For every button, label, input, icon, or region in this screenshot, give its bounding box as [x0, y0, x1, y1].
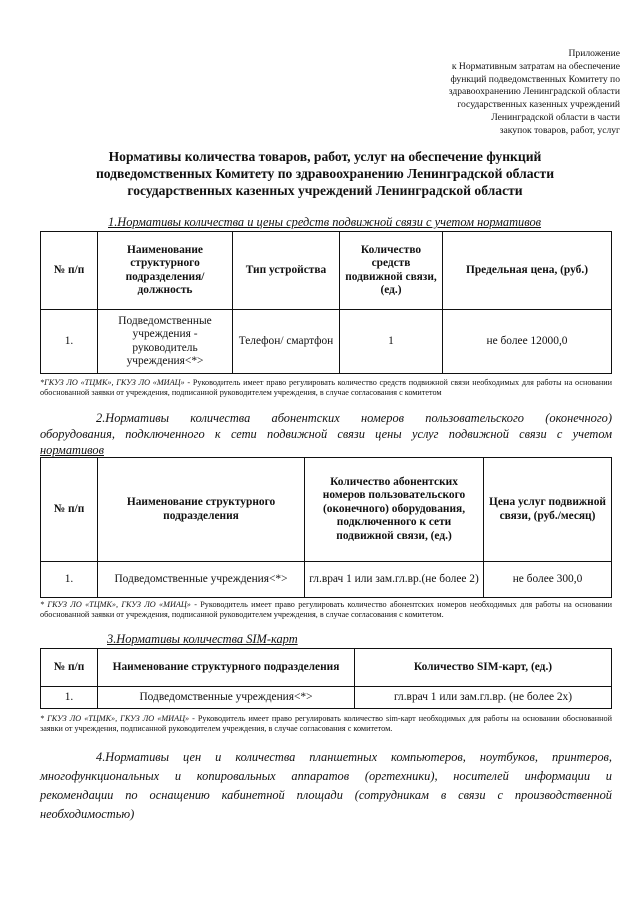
cell-qty: гл.врач 1 или зам.гл.вр. (не более 2х) — [355, 687, 612, 709]
header-num: № п/п — [41, 458, 98, 562]
section1-footnote: *ГКУЗ ЛО «ТЦМК», ГКУЗ ЛО «МИАЦ» - Руководитель имеет право регулировать количество средств подвижной связи необходимых для работы на основании обоснованной заявки от учреждения, подписанной руководителем учреждения, в случае согласования с комитетом — [40, 378, 613, 398]
title-line: государственных казенных учреждений Ленинградской области — [127, 183, 523, 198]
appendix-line: закупок товаров, работ, услуг — [499, 124, 620, 136]
cell-num: 1. — [41, 310, 98, 374]
cell-qty: 1 — [340, 310, 443, 374]
table-row — [41, 562, 612, 598]
header-name: Наименование структурного подразделения — [98, 649, 355, 687]
appendix-line: Ленинградской области в части — [491, 111, 620, 123]
section3-table — [40, 648, 612, 709]
table-row — [41, 687, 612, 709]
cell-price: не более 12000,0 — [443, 310, 612, 374]
appendix-line: к Нормативным затратам на обеспечение — [451, 60, 620, 72]
header-name: Наименование структурного подразделения — [98, 458, 305, 562]
cell-device: Телефон/ смартфон — [233, 310, 340, 374]
cell-price: не более 300,0 — [484, 562, 612, 598]
header-qty: Количество SIM-карт, (ед.) — [355, 649, 612, 687]
table-header-row — [41, 649, 612, 687]
section1-heading: 1.Нормативы количества и цены средств подвижной связи с учетом нормативов — [108, 215, 542, 229]
appendix-block — [360, 48, 620, 138]
section4-heading: 4.Нормативы цен и количества планшетных компьютеров, ноутбуков, принтеров, многофункциональных и копировальных аппаратов (оргтехники), носителей информации и рекомендации по оснащению кабинетной площади (сотрудникам в связи с производственной необходимостью) — [40, 750, 612, 821]
header-num: № п/п — [41, 649, 98, 687]
cell-name: Подведомственные учреждения<*> — [98, 562, 305, 598]
header-price: Цена услуг подвижной связи, (руб./месяц) — [484, 458, 612, 562]
section3-heading: 3.Нормативы количества SIM-карт — [107, 632, 298, 646]
cell-name: Подведомственные учреждения - руководитель учреждения<*> — [98, 310, 233, 374]
section2-footnote: * ГКУЗ ЛО «ТЦМК», ГКУЗ ЛО «МИАЦ» - Руководитель имеет право регулировать количество абонентских номеров необходимых для работы на основании обоснованной заявки от учреждения, подписанной руководителем учреждения, в случае согласования с комитетом. — [40, 600, 612, 620]
header-num: № п/п — [41, 232, 98, 310]
appendix-line: государственных казенных учреждений — [457, 99, 620, 111]
cell-name: Подведомственные учреждения<*> — [98, 687, 355, 709]
header-qty: Количество средств подвижной связи, (ед.) — [340, 232, 443, 310]
table-header-row — [41, 232, 612, 310]
table-row — [41, 310, 612, 374]
cell-qty: гл.врач 1 или зам.гл.вр.(не более 2) — [305, 562, 484, 598]
header-qty: Количество абонентских номеров пользовательского (оконечного) оборудования, подключенного к сети подвижной связи, (ед.) — [305, 458, 484, 562]
title-line: подведомственных Комитету по здравоохранению Ленинградской области — [95, 166, 555, 181]
section1-table — [40, 231, 612, 374]
header-price: Предельная цена, (руб.) — [443, 232, 612, 310]
cell-num: 1. — [41, 562, 98, 598]
cell-num: 1. — [41, 687, 98, 709]
table-header-row — [41, 458, 612, 562]
section2-heading: 2.Нормативы количества абонентских номеров пользовательского (оконечного) оборудования, подключенного к сети подвижной связи цены услуг подвижной связи с учетом нормативов — [40, 411, 612, 457]
appendix-line: Приложение — [568, 48, 620, 59]
header-name: Наименование структурного подразделения/должность — [98, 232, 233, 310]
header-device: Тип устройства — [233, 232, 340, 310]
document-title — [40, 148, 610, 199]
section3-footnote: * ГКУЗ ЛО «ТЦМК», ГКУЗ ЛО «МИАЦ» - Руководитель имеет право регулировать количество sim-карт необходимых для работы на основании обоснованной заявки от учреждения, подписанной руководителем учреждения, в случае согласования с комитетом. — [40, 714, 613, 734]
appendix-line: функций подведомственных Комитету по — [450, 73, 620, 85]
section2-table — [40, 457, 612, 598]
title-line: Нормативы количества товаров, работ, услуг на обеспечение функций — [108, 149, 542, 164]
appendix-line: здравоохранению Ленинградской области — [448, 86, 620, 98]
